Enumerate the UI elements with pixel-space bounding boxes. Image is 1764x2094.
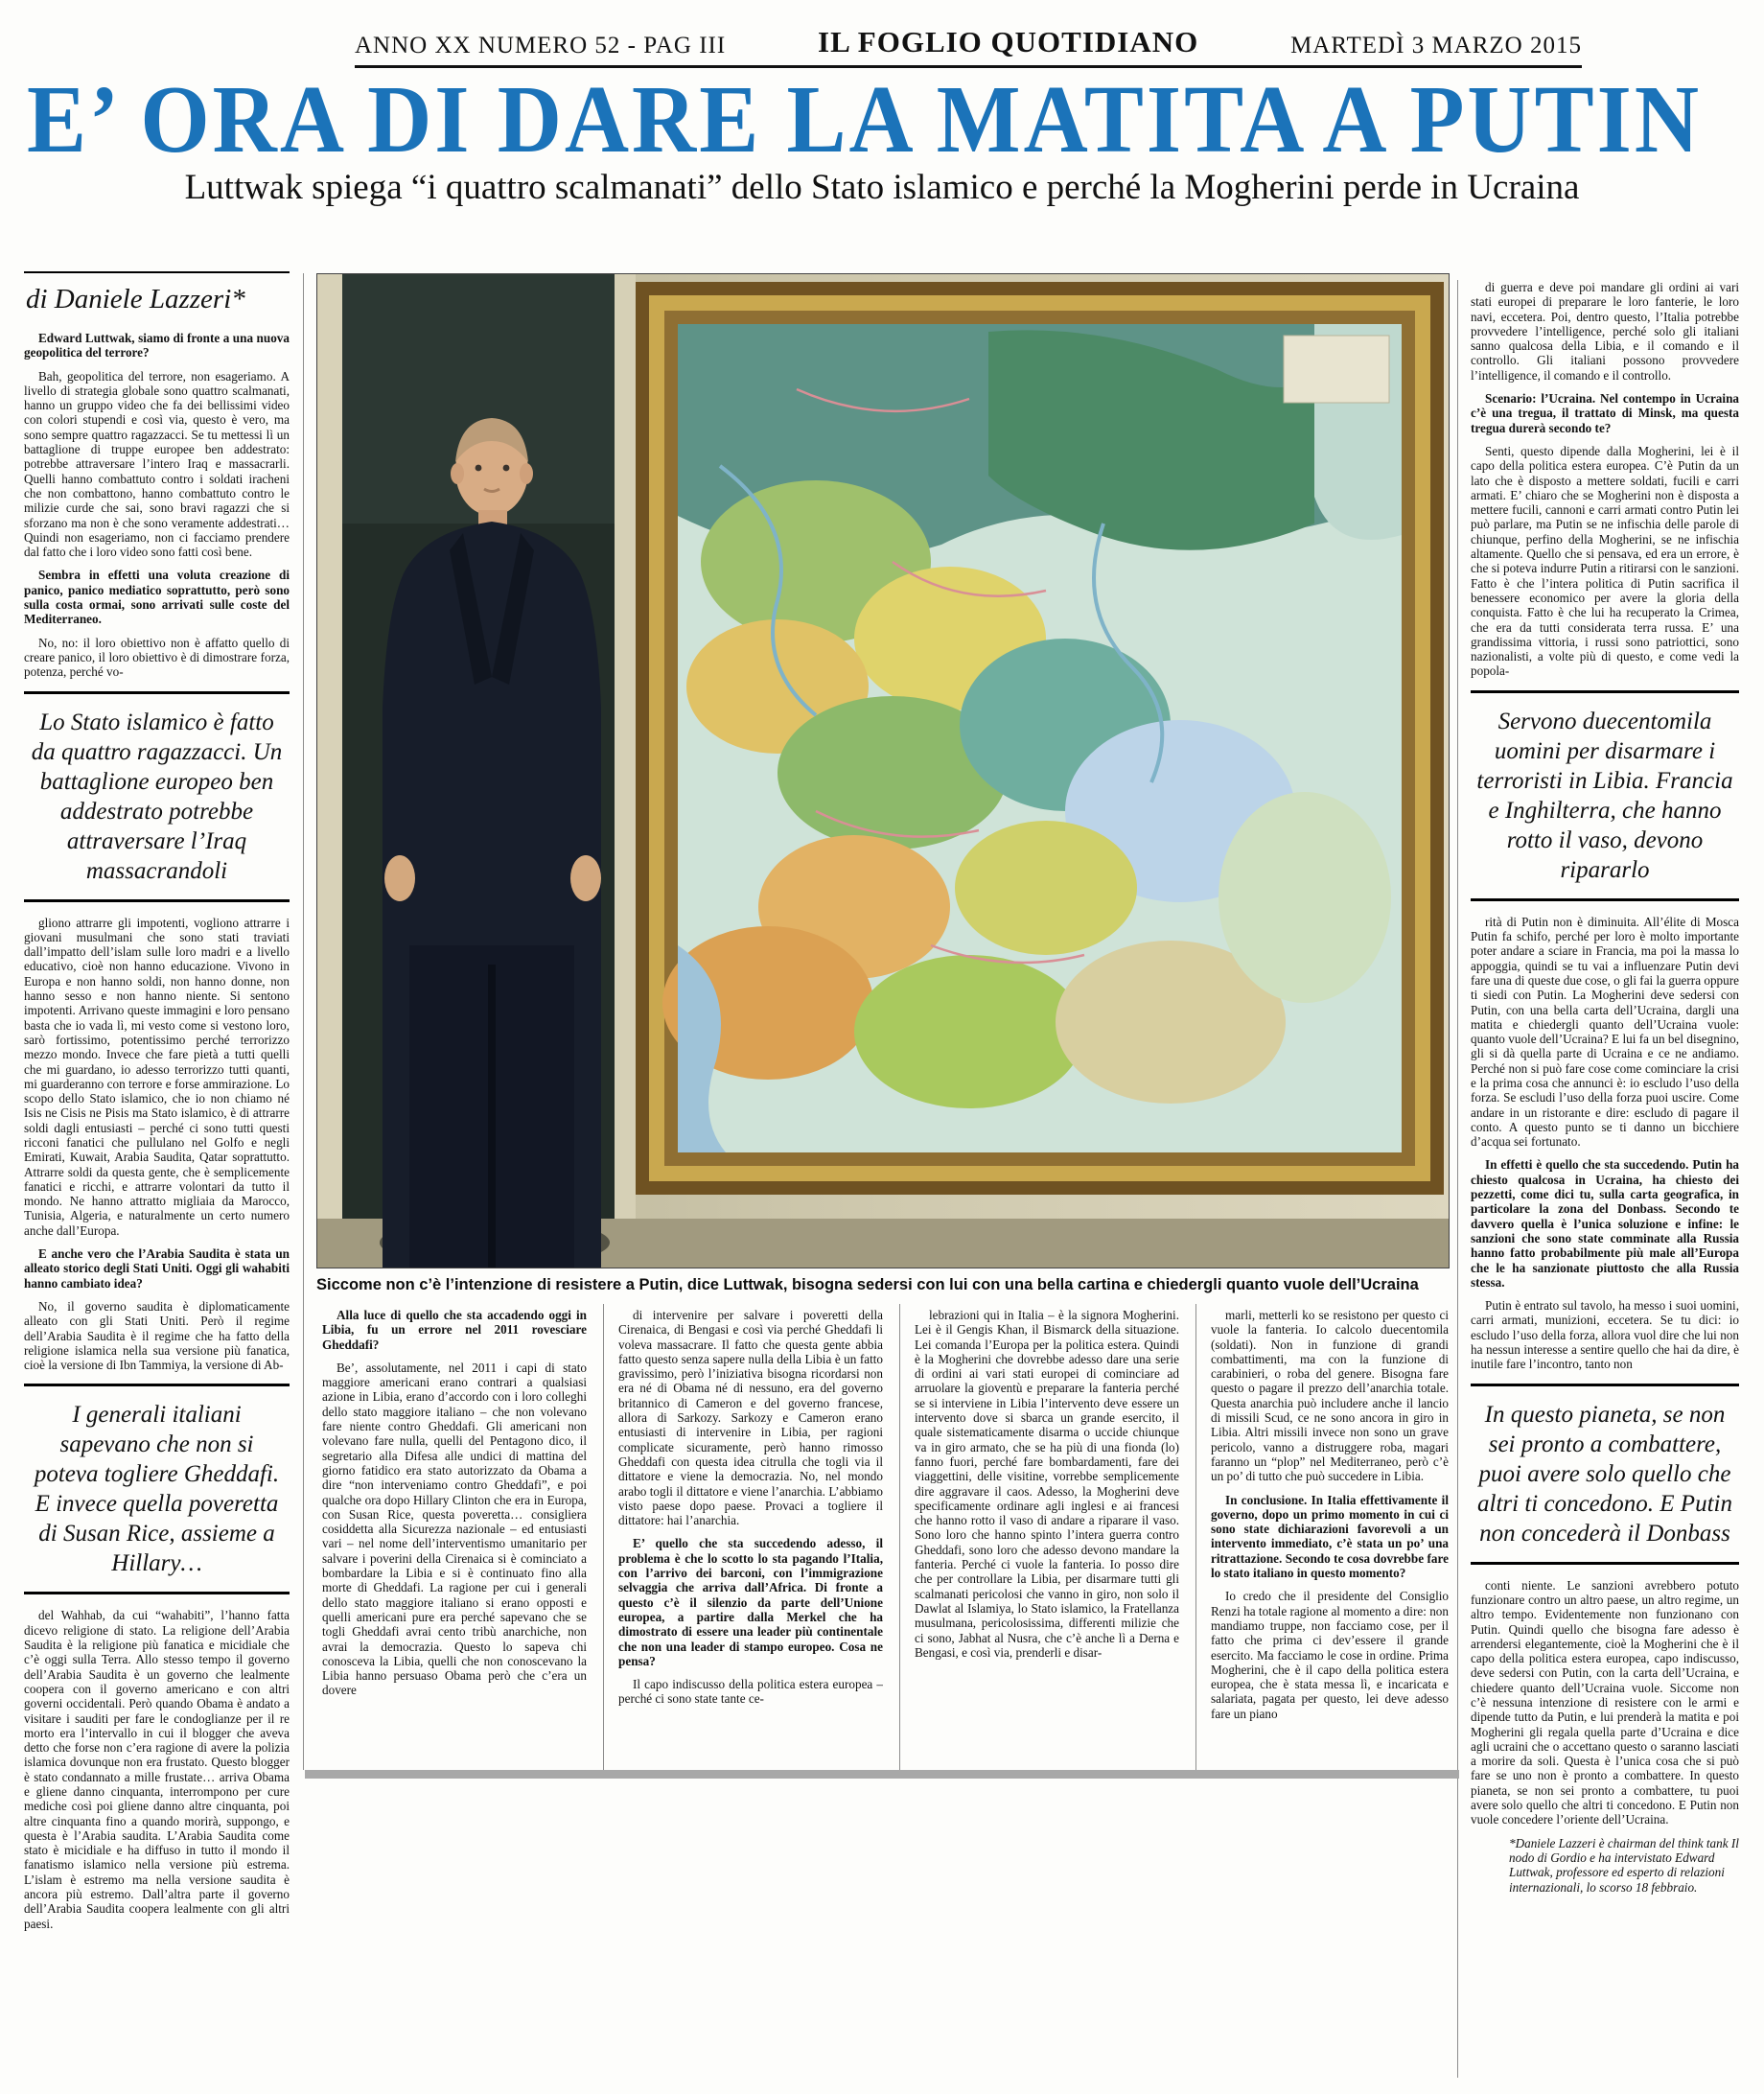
- masthead: [355, 25, 1582, 68]
- pull-quote: I generali italiani sapevano che non si poteva togliere Gheddafi. E invece quella poveretta di Susan Rice, assieme a Hillary…: [24, 1384, 290, 1594]
- paragraph: Il capo indiscusso della politica estera europea – perché ci sono state tante ce-: [618, 1677, 883, 1707]
- eye-right: [503, 465, 510, 472]
- map-legend: [1284, 336, 1389, 403]
- column-4: [1211, 1308, 1449, 1770]
- ear-right: [520, 463, 533, 484]
- masthead-issue: ANNO XX NUMERO 52 - PAG III: [355, 33, 727, 58]
- masthead-date: MARTEDÌ 3 MARZO 2015: [1290, 33, 1582, 58]
- masthead-title: IL FOGLIO QUOTIDIANO: [818, 25, 1199, 58]
- putin-photo: [316, 273, 1450, 1268]
- paragraph: lebrazioni qui in Italia – è la signora Mogherini. Lei è il Gengis Khan, il Bismarck della situazione. Lei comanda l’Europa per la politica estera. Quindi è la Mogherini che dovrebbe adesso dare una serie di ordini ai vari stati europei di cominciare ad arruolare la gioventù e preparare la fanteria perché se si interviene in Libia l’intervento deve essere un intervento dove si sbarca un grande esercito, il quale sistematicamente disarma o uccide chiunque va in giro armato, che se ha più di una fionda (lo) fanno fuori, perché fare bombardamenti, fare dei viaggettini, delle visitine, vorrebbe semplicemente dire aggravare il caos. Adesso, la Mogherini deve specificamente ordinare agli inglesi e ai francesi che hanno rotto il vaso di andare a riparare il vaso. Sono loro che hanno spinto l’intera guerra contro Gheddafi, sono loro che adesso devono mandare la fanteria. Perché ci vuole la fanteria. Io posso dire che per controllare la Libia, per disarmare tutti gli scalmanati pericolosi che vanno in giro, non solo il Dawlat al Islamiya, lo Stato islamico, la Fratellanza musulmana, pericolosissima, differenti milizie che ci sono, Jabhat al Nusra, che c’è anche lì a Derna e Bengasi, e così via, prenderli e disar-: [915, 1308, 1179, 1660]
- paragraph: rità di Putin non è diminuita. All’élite di Mosca Putin fa schifo, perché per loro è molto importante poter andare a sciare in Francia, ma poi la massa lo appoggia, quindi se tu vai a influenzare Putin devi fare una di queste due cose, o gli fai la guerra oppure ti siedi con Putin. La Mogherini deve sedersi con Putin, con una bella carta dell’Ucraina, dargli una matita e chiedergli quanto dell’Ucraina vuole: quanto vuole dell’Ucraina? E lui fa un bel disegnino, gli si dà quella parte di Ucraina e ce ne andiamo. Perché non si può fare cose come cominciare la crisi e la prima cosa che annunci è: io escludo l’uso della forza. Se escludi l’uso della forza puoi uscire. Come andare in un ristorante e dire: escludo di pagare il conto. A questo punto se ti danno un bicchiere d’acqua sei fortunato.: [1471, 914, 1739, 1150]
- column-left-paragraphs: [24, 331, 290, 1931]
- paragraph: Io credo che il presidente del Consiglio Renzi ha totale ragione al momento a dire: non mandiamo truppe, non facciamo cose, per il fatto che prima ci dev’essere il grande esercito. Ma facciamo le cose in ordine. Prima Mogherini, che è il capo della politica estera europea, che è stata messa lì, e incaricata e salariata, pagata per questo, lei deve adesso fare un piano: [1211, 1589, 1449, 1721]
- column-left: [24, 271, 290, 2074]
- paragraph: Be’, assolutamente, nel 2011 i capi di stato maggiore americani erano contrari a qualsiasi azione in Libia, erano d’accordo con i loro colleghi dello stato maggiore italiano – che non volevano fare niente contro Gheddafi. Gli americani non volevano fare nulla, quelli del Pentagono dico, il segretario alla Difesa alle undici di mattina del giorno fatidico era stato autorizzato da Obama a dire “non interveniamo contro Gheddafi”, e poi qualche ora dopo Hillary Clinton che era in Europa, con Susan Rice, questa poveretta… consigliera cosiddetta alla Sicurezza nazionale – ed entusiasti vari – nel nome dell’interventismo umanitario per salvare i poverini della Cirenaica si è cominciato a bombardare la Libia e si è continuato fino alla morte di Gheddafi. La ragione per cui i generali dello stato maggiore italiano si erano opposti e quelli americani pure era perché sapevano che se togli Gheddafi avrai cento tribù anarchiche, non avrai la democrazia. Questo lo sapeva chi conosceva la Libia, quelli che non conoscevano la Libia hanno persuaso Obama però che c’era un dovere: [322, 1360, 587, 1698]
- rule-right-column: [1457, 280, 1458, 2078]
- paragraph: di intervenire per salvare i poveretti della Cirenaica, di Bengasi e così via perché Gheddafi li voleva massacrare. Il fatto che questa gente abbia fatto questo senza sapere nulla della Libia è un fatto gravissimo, però l’iniziativa bisogna ricordarsi non era né di Obama né di nessuno, era del governo britannico di Cameron e del governo francese, allora di Sarkozy. Sarkozy e Cameron erano entusiasti di intervenire in Libia, per ragioni complicate sicuramente, però hanno rimosso Gheddafi con questa idea citrulla che togli via il dittatore e viene la democrazia. No, nel mondo arabo togli il dittatore e viene l’anarchia. L’abbiamo visto paese dopo paese. Provaci a togliere il dittatore: hai l’anarchia.: [618, 1308, 883, 1528]
- interview-question: Edward Luttwak, siamo di fronte a una nuova geopolitica del terrore?: [24, 331, 290, 361]
- pull-quote: Servono duecentomila uomini per disarmare i terroristi in Libia. Francia e Inghilterra, che hanno rotto il vaso, devono ripararlo: [1471, 690, 1739, 901]
- interview-question: E’ quello che sta succedendo adesso, il problema è che lo scotto lo sta pagando l’Italia, con l’arrivo dei barconi, con l’immigrazione selvaggia che arriva dall’Africa. Di fronte a questo c’è il silenzio da parte dell’Unione europea, a partire dalla Merkel che ha dimostrato di essere una leader più continentale che non una leader di stampo europeo. Cosa ne pensa?: [618, 1536, 883, 1668]
- paragraph: di guerra e deve poi mandare gli ordini ai vari stati europei di preparare le loro fanterie, le loro navi, eccetera. Poi, dentro questo, l’Italia potrebbe provvedere l’intelligence, perché solo gli italiani sanno qualcosa della Libia, e il comando e il controllo. Gli italiani possono provvedere l’intelligence, il comando e il controllo.: [1471, 280, 1739, 383]
- pull-quote: Lo Stato islamico è fatto da quattro ragazzacci. Un battaglione europeo ben addestrato potrebbe attraversare l’Iraq massacrandoli: [24, 691, 290, 902]
- paragraph: Bah, geopolitica del terrore, non esageriamo. A livello di strategia globale sono quattro scalmanati, hanno un gruppo video che fa dei bellissimi video con colori stupendi e così via, questo è vero, ma sono sempre quattro ragazzacci. Se tu mettessi lì un battaglione di truppe europee ben addestrato: potrebbe attraversare l’intero Iraq e massacrarli. Quelli hanno combattuto contro i soldati iracheni che non combattono, hanno combattuto contro le milizie curde che sai, sono bravi ragazzi che si sforzano ma non è che sono veramente addestrati… Quindi non esageriamo, non ci facciamo prendere dal fatto che i loro video sono fatti così bene.: [24, 368, 290, 560]
- byline: di Daniele Lazzeri*: [26, 284, 245, 314]
- byline-rule: [24, 271, 290, 273]
- paragraph: Putin è entrato sul tavolo, ha messo i suoi uomini, carri armati, munizioni, eccetera. Se tu dici: io escludo l’uso della forza, allora vuol dire che lui non ha nessun interesse a sentire quello che hai da dire, è inutile fare l’incontro, tanto non: [1471, 1298, 1739, 1372]
- framed-map: [636, 282, 1444, 1195]
- interview-question: Sembra in effetti una voluta creazione di panico, panico mediatico soprattutto, però sono sulla costa ormai, sono arrivati sulle coste del Mediterraneo.: [24, 568, 290, 627]
- ear-left: [451, 463, 464, 484]
- door-jamb-left: [317, 274, 342, 1268]
- interview-question: In effetti è quello che sta succedendo. Putin ha chiesto qualcosa in Ucraina, ha chiesto dei pezzetti, come dici tu, sulla carta geografica, in particolare la zona del Donbass. Secondo te davvero quella è l’unica soluzione e infine: le sanzioni che sono state comminate alla Russia hanno fatto probabilmente più male all’Europa che le ha sanzionate piuttosto che alla Russia stessa.: [1471, 1157, 1739, 1290]
- subhead: Luttwak spiega “i quattro scalmanati” dello Stato islamico e perché la Mogherini perde in Ucraina: [184, 168, 1580, 207]
- paragraph: No, il governo saudita è diplomaticamente alleato con gli Stati Uniti. Però il regime dell’Arabia Saudita è il regime che ha fatto della religione islamica nella sua versione più fanatica, cioè la versione di Ibn Tammiya, la versione di Ab-: [24, 1298, 290, 1373]
- rule-left-photo: [303, 273, 304, 1770]
- rule-col3-col4: [1195, 1304, 1196, 1770]
- rule-col1-col2: [603, 1304, 604, 1770]
- page-title: E’ ORA DI DARE LA MATITA A PUTIN: [27, 66, 1702, 174]
- interview-question: Scenario: l’Ucraina. Nel contempo in Ucraina c’è una tregua, il trattato di Minsk, ma questa tregua durerà secondo te?: [1471, 391, 1739, 435]
- hand-left: [384, 855, 415, 901]
- interview-question: E anche vero che l’Arabia Saudita è stata un alleato storico degli Stati Uniti. Oggi gli wahabiti hanno cambiato idea?: [24, 1246, 290, 1291]
- paragraph: marli, metterli ko se resistono per questo ci vuole la fanteria. Io calcolo duecentomila (soldati). Non in funzione di grandi combattimenti, ma con la funzione di carabinieri, o roba del genere. Bisogna fare questo o pagare il prezzo dell’anarchia totale. Questa anarchia può includere anche il lancio di missili Scud, ce ne sono ancora in giro in Libia. Altri missili invece non sono un grave pericolo, vanno a distruggere roba, magari faranno un “plop” nel Mediterraneo, però c’è un po’ di tutto che può succedere in Libia.: [1211, 1308, 1449, 1484]
- column-3: [915, 1308, 1179, 1770]
- article-end-bar: [305, 1770, 1459, 1779]
- door-jamb-right: [615, 274, 636, 1268]
- putin-map-illustration: [317, 274, 1449, 1268]
- rule-col2-col3: [899, 1304, 900, 1770]
- interview-question: In conclusione. In Italia effettivamente il governo, dopo un primo momento in cui ci sono state dichiarazioni favorevoli a un intervento immediato, c’è stata un po’ una ritrattazione. Secondo te cosa dovrebbe fare lo stato italiano in questo momento?: [1211, 1492, 1449, 1581]
- paragraph: conti niente. Le sanzioni avrebbero potuto funzionare contro un altro paese, un altro regime, un altro tempo. Evidentemente non funzionano con Putin. Quindi quello che bisogna fare adesso è arrendersi elegantemente, cioè la Mogherini che è il capo della politica estera europea, capo indiscusso, deve sedersi con Putin, con la carta dell’Ucraina, e chiedere quanto dell’Ucraina vuole. Siccome non c’è nessuna intenzione di resistere con le armi e dipende tutto da Putin, e lui prenderà la matita e poi Mogherini gli regala quella parte d’Ucraina e dice agli ucraini che o accettano questo o saranno lasciati a morire da soli. Questa è l’unica cosa che si può fare se uno non è pronto a combattere. In questo pianeta, se non sei pronto a combattere, tu puoi avere solo quello che altri ti concedono. E Putin non vuole concedere l’oriente dell’Ucraina.: [1471, 1577, 1739, 1827]
- eye-left: [476, 465, 482, 472]
- paragraph: gliono attrarre gli impotenti, vogliono attrarre i giovani musulmani che sono stati traviati dall’impatto dell’islam sulle loro madri e a livello educativo, cioè non hanno educazione. Vivono in Europa e non hanno soldi, non hanno donne, non hanno sesso e non hanno niente. Si sentono impotenti. Arrivano queste immagini e loro pensano basta che io vada lì, mi vesto come si vestono loro, sarò fortissimo, potentissimo perché terrorizzo mezzo mondo. Invece che fare pietà a tutti quelli che mi guardano, io adesso terrorizzo tutti quanti, mi guarderanno con terrore e forse ammirazione. Lo scopo dello Stato islamico, che io non chiamo né Isis ne Cisis ne Pisis ma Stato islamico, è di attrarre soldi dagli entusiasti – perché ci sono tutti questi ricconi fanatici che pullulano nel Golfo e negli Emirati, Kuwait, Arabia Saudita, Qatar soprattutto. Attrarre soldi da questa gente, che è semplicemente fanatici e ricchi, e attrarre volontari da tutto il mondo. Ne hanno attratto migliaia da Marocco, Tunisia, Algeria, e naturalmente un certo numero anche dall’Europa.: [24, 915, 290, 1238]
- column-right: [1471, 280, 1739, 2078]
- column-1: [322, 1308, 587, 1770]
- trouser-split: [488, 965, 496, 1268]
- photo-caption: Siccome non c’è l’intenzione di resistere a Putin, dice Luttwak, bisogna sedersi con lui con una bella cartina e chiedergli quanto vuole dell’Ucraina: [316, 1276, 1419, 1293]
- interview-question: Alla luce di quello che sta accadendo oggi in Libia, fu un errore nel 2011 rovesciare Gheddafi?: [322, 1308, 587, 1352]
- pull-quote: In questo pianeta, se non sei pronto a combattere, puoi avere solo quello che altri ti concedono. E Putin non concederà il Donbass: [1471, 1384, 1739, 1565]
- paragraph: No, no: il loro obiettivo non è affatto quello di creare panico, il loro obiettivo è di dimostrare forza, potenza, perché vo-: [24, 635, 290, 680]
- author-footnote: *Daniele Lazzeri è chairman del think tank Il nodo di Gordio e ha intervistato Edward Luttwak, professore ed esperto di relazioni internazionali, lo scorso 18 febbraio.: [1509, 1835, 1739, 1895]
- paragraph: del Wahhab, da cui “wahabiti”, l’hanno fatta dicevo religione di stato. La religione dell’Arabia Saudita è la religione più fanatica e micidiale che c’è oggi sulla Terra. Allo stesso tempo il governo dell’Arabia Saudita è un governo che lealmente coopera con il governo americano e con altri governi occidentali. Però quando Obama è andato a visitare i sauditi per fare le condoglianze per il re morto era l’intervallo in cui il blogger che aveva detto che forse non c’era ragione di avere la polizia islamica dovunque non era frustato. Questo blogger è stato condannato a mille frustate… arriva Obama e gliene danno cinquanta, interrompono per cure mediche così poi gliene danno altre cinquanta, poi altre cinquanta fino a quando morirà, suppongo, e questa è l’Arabia saudita. L’Arabia Saudita come stato è micidiale e ha diffuso in tutto il mondo il fanatismo islamico nella versione più estrema. L’islam è estremo ma nella versione saudita è ancora più estremo. Dall’altra parte il governo dell’Arabia Saudita coopera lealmente con gli altri paesi.: [24, 1608, 290, 1931]
- paragraph: Senti, questo dipende dalla Mogherini, lei è il capo della politica estera europea. C’è Putin da un lato che è disposto a mettere soldati, fucili e carri armati. E’ chiaro che se Mogherini non è disposta a mettere fucili, cannoni e carri armati contro Putin lei può parlare, ma Putin se ne infischia delle parole di chiunque, perfino della Mogherini, se ne infischia altamente. Quello che si pensava, ed era un errore, è che si poteva indurre Putin a ritirarsi con le sanzioni. Fatto è che l’intera politica di Putin sacrifica il benessere economico per avere la gloria della conquista. Fatto è che lui ha recuperato la Crimea, che era da tutti considerata terra russa. E’ una grandissima vittoria, i russi sono patriottici, sono nazionalisti, a volte più di questo, e come vedi la popola-: [1471, 443, 1739, 679]
- column-2: [618, 1308, 883, 1770]
- hand-right: [570, 855, 601, 901]
